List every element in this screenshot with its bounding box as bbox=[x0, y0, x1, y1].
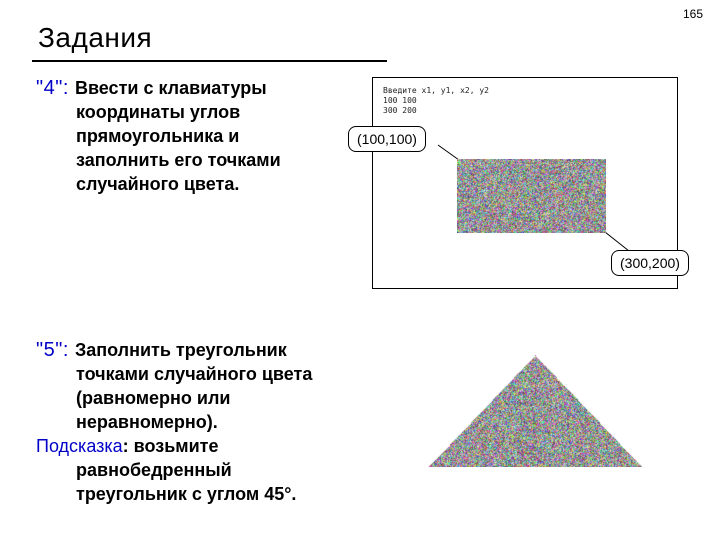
callout-top-left: (100,100) bbox=[348, 126, 426, 152]
task5-hint-line bbox=[36, 434, 218, 458]
callout-pointer-top-left bbox=[438, 145, 459, 160]
random-color-triangle bbox=[428, 355, 642, 467]
task5-line-4: неравномерно). bbox=[76, 412, 218, 432]
callout-bottom-right: (300,200) bbox=[611, 250, 689, 276]
task5-first-line: "5": Заполнить треугольник bbox=[36, 339, 287, 361]
console-input-1: 100 100 bbox=[383, 96, 417, 105]
task4-line-5: случайного цвета. bbox=[76, 174, 240, 194]
page-number: 165 bbox=[683, 7, 704, 21]
task4-line-4: заполнить его точками bbox=[76, 150, 281, 170]
task4-line-2: координаты углов bbox=[76, 102, 241, 122]
task5-number: "5" bbox=[36, 339, 63, 361]
hint-text: : возьмите bbox=[122, 436, 219, 456]
task4-first-line: "4": Ввести с клавиатуры bbox=[36, 77, 267, 99]
hint-label: Подсказка bbox=[36, 436, 123, 456]
task5-line-2: точками случайного цвета bbox=[76, 364, 313, 384]
console-input-2: 300 200 bbox=[383, 106, 417, 115]
task5-hint-line-3: треугольник с углом 45°. bbox=[76, 484, 297, 504]
random-color-rectangle bbox=[457, 159, 606, 233]
task5-line-1: Заполнить треугольник bbox=[74, 340, 287, 360]
task4-number: "4" bbox=[36, 77, 63, 99]
console-prompt: Введите x1, y1, x2, y2 bbox=[383, 86, 489, 95]
task4-line-1: Ввести с клавиатуры bbox=[74, 78, 267, 98]
task5-hint-line-2: равнобедренный bbox=[76, 460, 232, 480]
slide-title: Задания bbox=[38, 22, 153, 53]
callout-pointer-bottom-right bbox=[605, 232, 629, 251]
task4-line-3: прямоугольника и bbox=[76, 126, 240, 146]
task5-line-3: (равномерно или bbox=[76, 388, 231, 408]
